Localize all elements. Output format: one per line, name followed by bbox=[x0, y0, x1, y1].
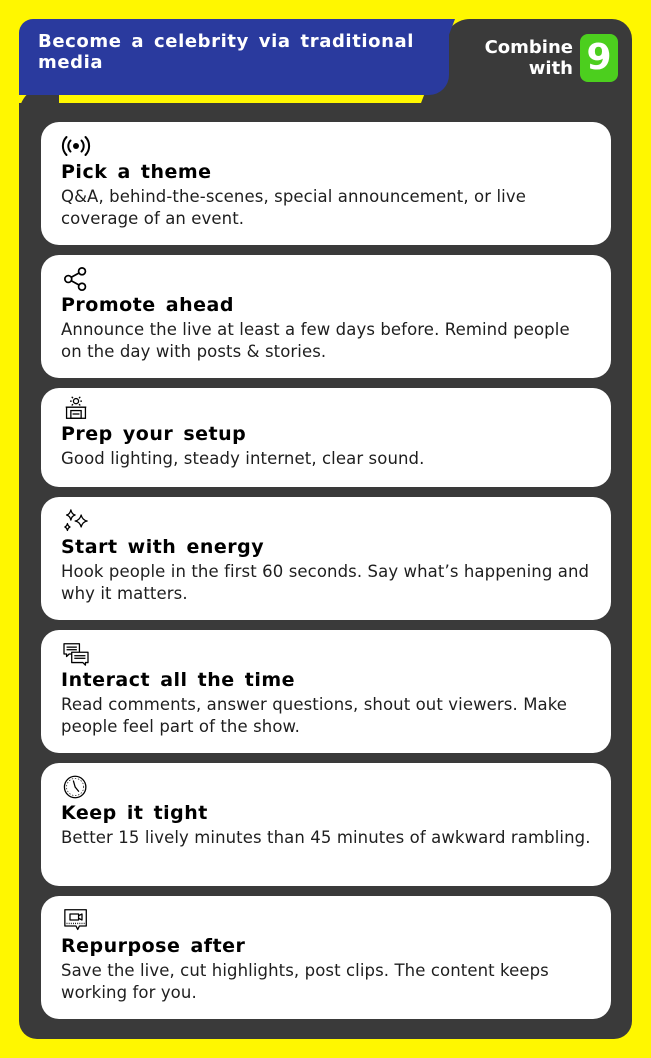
tip-title: Promote ahead bbox=[61, 294, 234, 316]
tip-title: Start with energy bbox=[61, 536, 265, 558]
video-clip-icon bbox=[61, 908, 91, 932]
chat-bubbles-icon bbox=[61, 642, 91, 666]
clock-icon bbox=[61, 775, 91, 799]
tip-title: Interact all the time bbox=[61, 669, 296, 691]
tip-card bbox=[41, 763, 611, 886]
studio-light-icon bbox=[61, 396, 91, 420]
tip-title: Repurpose after bbox=[61, 935, 246, 957]
tip-text: Better 15 lively minutes than 45 minutes of awkward rambling. bbox=[61, 828, 591, 847]
tip-card bbox=[41, 388, 611, 487]
tip-card bbox=[41, 497, 611, 620]
tip-card bbox=[41, 255, 611, 378]
page-title: Become a celebrity via traditional media bbox=[38, 31, 415, 73]
tip-text: Save the live, cut highlights, post clips. The content keeps working for you. bbox=[61, 961, 549, 1002]
tip-title: Prep your setup bbox=[61, 423, 247, 445]
tip-text: Read comments, answer questions, shout out viewers. Make people feel part of the show. bbox=[61, 695, 568, 736]
sparkles-icon bbox=[61, 509, 91, 533]
tip-text: Q&A, behind-the-scenes, special announcement, or live coverage of an event. bbox=[61, 187, 526, 228]
tip-text: Announce the live at least a few days before. Remind people on the day with posts & stories. bbox=[61, 320, 570, 361]
tip-card bbox=[41, 896, 611, 1019]
combine-label: Combine with bbox=[484, 37, 573, 79]
tip-title: Keep it tight bbox=[61, 802, 208, 824]
tip-text: Hook people in the first 60 seconds. Say what’s happening and why it matters. bbox=[61, 562, 590, 603]
tip-card bbox=[41, 630, 611, 753]
share-icon bbox=[61, 267, 91, 291]
broadcast-icon bbox=[61, 134, 91, 158]
tip-title: Pick a theme bbox=[61, 161, 212, 183]
combine-number-badge: 9 bbox=[580, 34, 618, 82]
tip-text: Good lighting, steady internet, clear sound. bbox=[61, 449, 425, 468]
tip-card bbox=[41, 122, 611, 245]
